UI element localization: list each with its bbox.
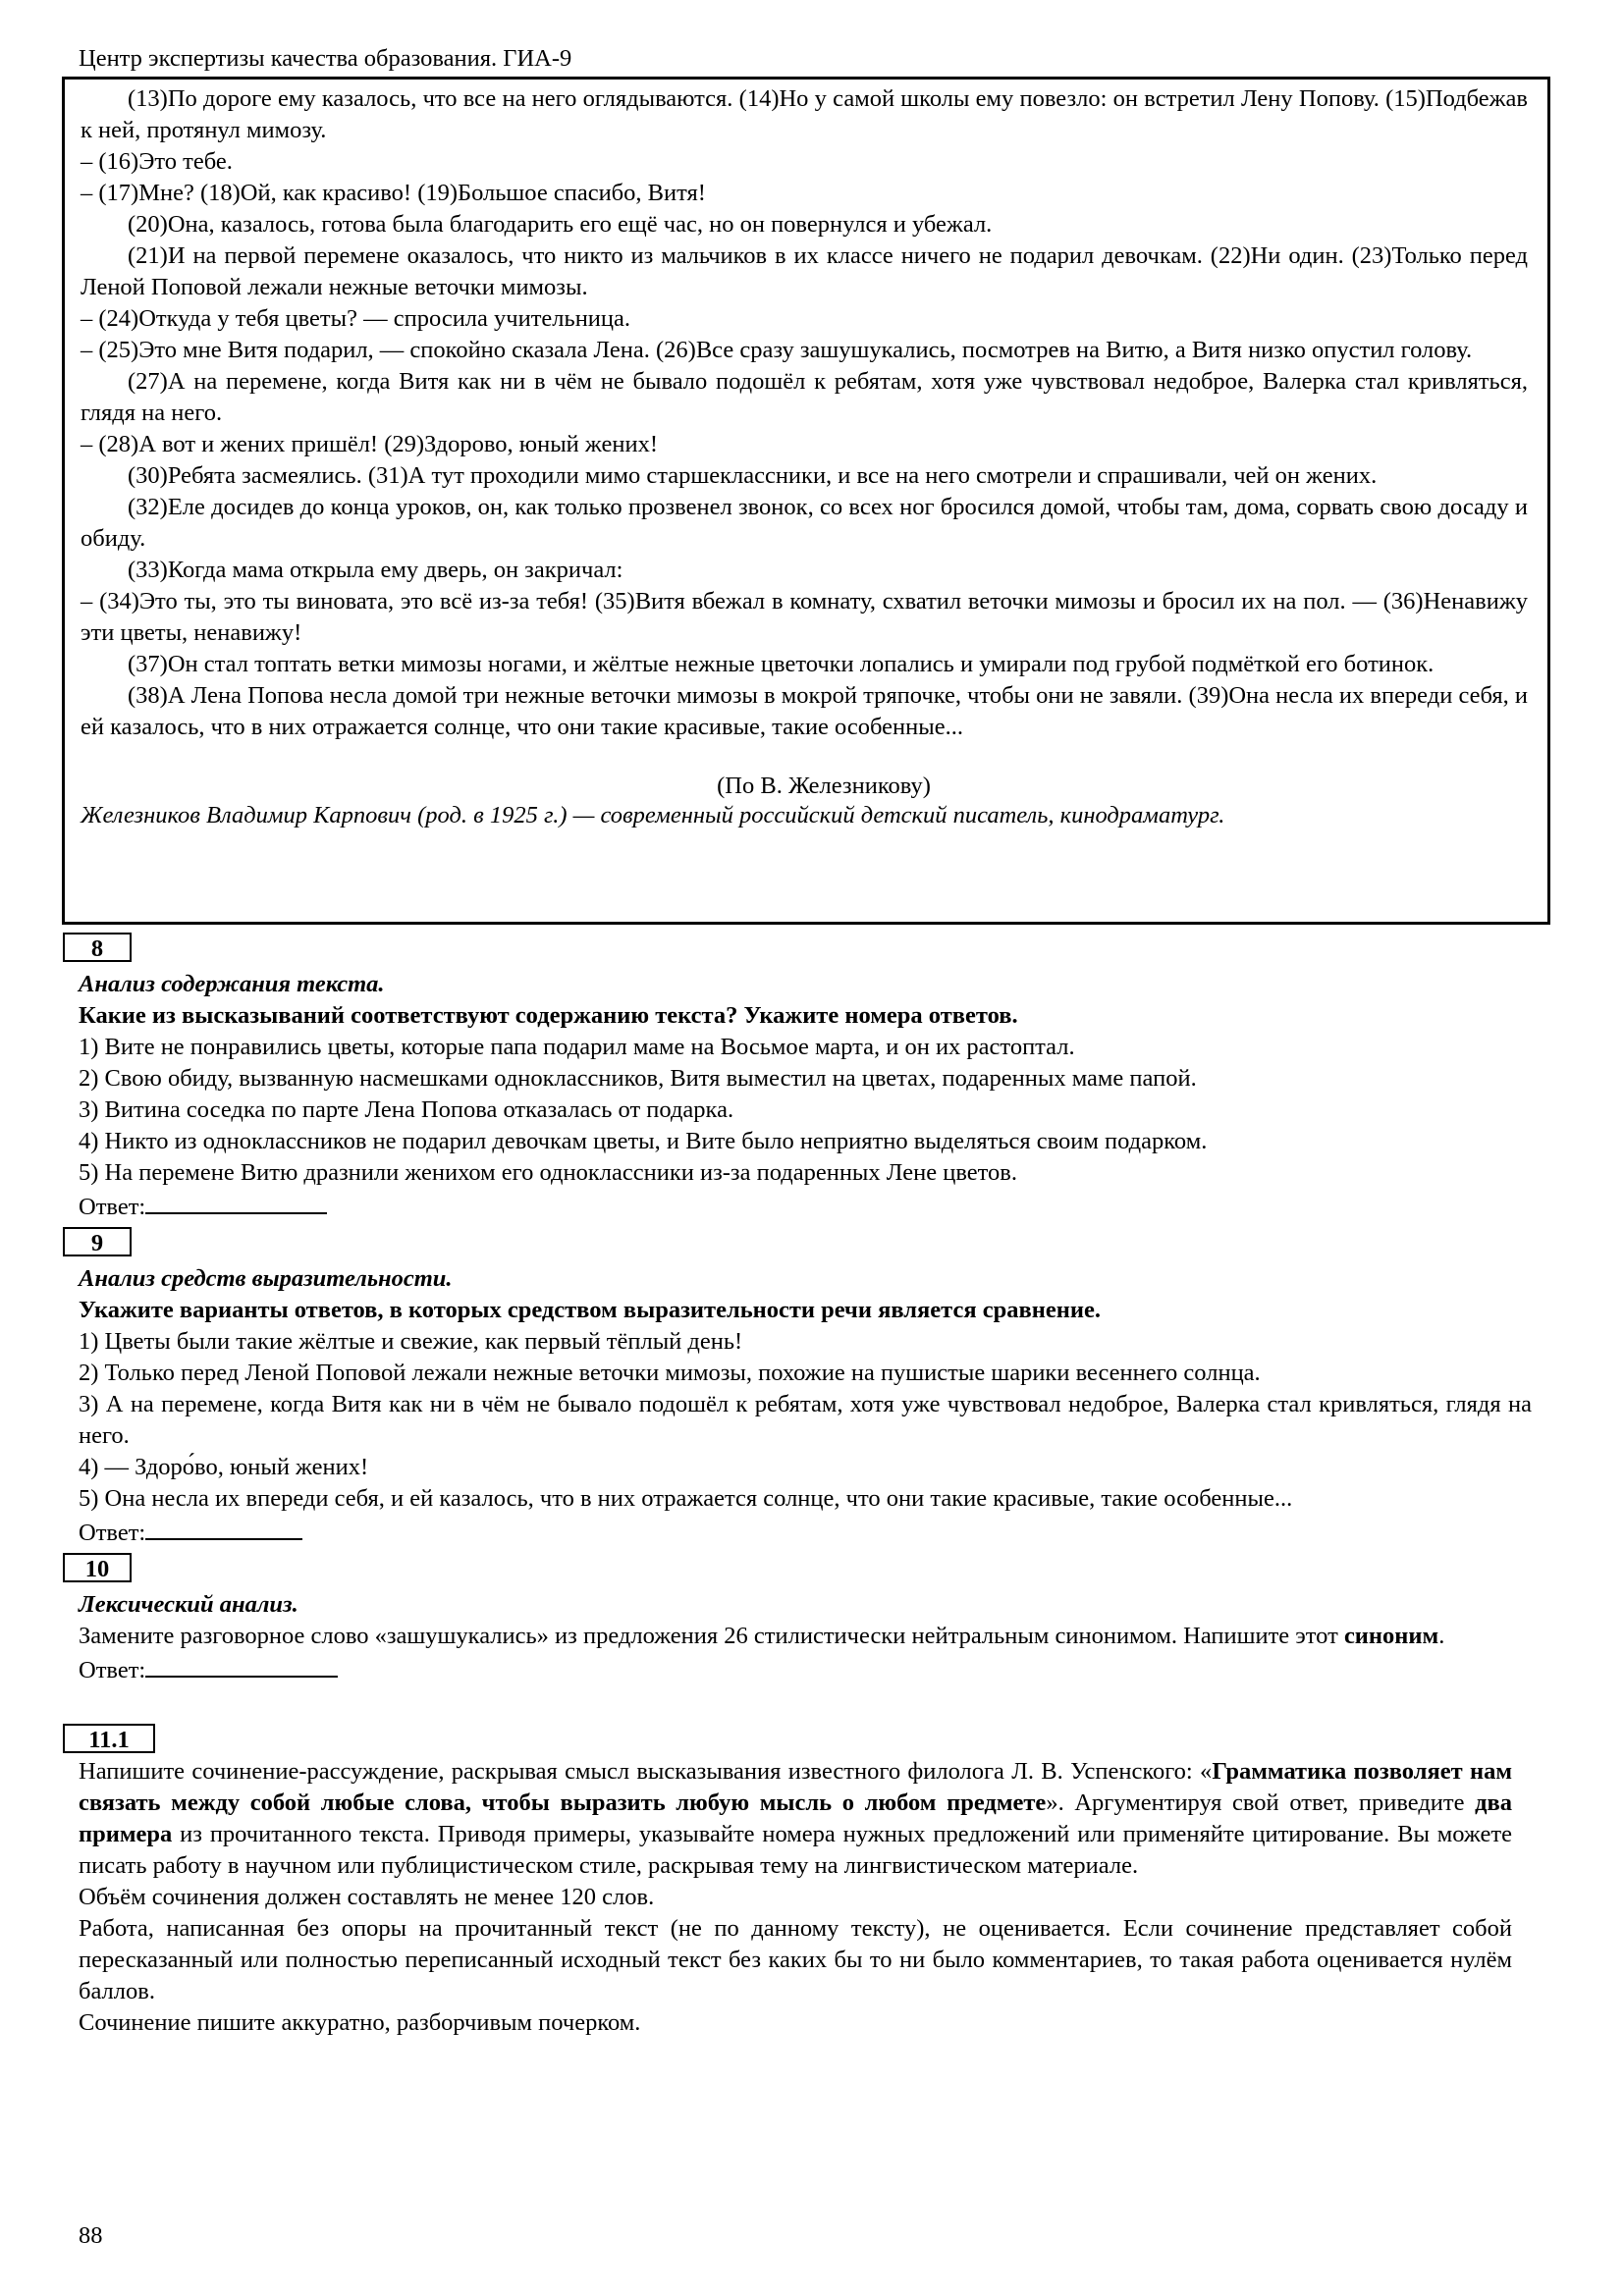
reading-text-box — [62, 77, 1550, 925]
answer-option: 2) Только перед Леной Поповой лежали нежные веточки мимозы, похожие на пушистые шарики весеннего солнца. — [79, 1360, 1261, 1386]
answer-row — [79, 1652, 1549, 1686]
task-question: Какие из высказываний соответствуют содержанию текста? Укажите номера ответов. — [79, 1002, 1018, 1029]
answer-label: Ответ: — [79, 1520, 146, 1546]
task-9 — [79, 1227, 1549, 1549]
document-header: Центр экспертизы качества образования. ГИА-9 — [79, 45, 572, 72]
text-source: (По В. Железникову) — [717, 773, 931, 799]
text-paragraph: – (16)Это тебе. — [81, 148, 233, 175]
text-paragraph: (27)А на перемене, когда Витя как ни в чём не бывало подошёл к ребятам, хотя уже чувствовал недоброе, Валерка стал кривляться, глядя на него. — [81, 368, 1528, 426]
answer-input-line[interactable] — [145, 1652, 338, 1678]
quote-uspensky: Грамматика позволяет нам связать между собой любые слова, чтобы выразить любую мысль о любом предмете — [79, 1758, 1513, 1816]
task-number-box: 10 — [63, 1553, 132, 1582]
answer-input-line[interactable] — [145, 1515, 302, 1540]
text-paragraph: (21)И на первой перемене оказалось, что никто из мальчиков в их классе ничего не подарил девочкам. (22)Ни один. (23)Только перед Леной Поповой лежали нежные веточки мимозы. — [81, 242, 1528, 300]
answer-option: 5) Она несла их впереди себя, и ей казалось, что в них отражается солнце, что они такие красивые, такие особенные... — [79, 1485, 1293, 1512]
text-paragraph: – (17)Мне? (18)Ой, как красиво! (19)Большое спасибо, Витя! — [81, 180, 706, 206]
essay-grading-note: Работа, написанная без опоры на прочитанный текст (не по данному тексту), не оценивается. Если сочинение представляет собой пересказанный или полностью переписанный исходный текст без каких бы то ни было комментариев, то такая работа оценивается нулём баллов. — [79, 1915, 1512, 2004]
task-title: Анализ содержания текста. — [79, 971, 385, 997]
answer-label: Ответ: — [79, 1194, 146, 1220]
text-paragraph: (32)Еле досидев до конца уроков, он, как только прозвенел звонок, со всех ног бросился домой, чтобы там, дома, сорвать свою досаду и обиду. — [81, 494, 1528, 552]
essay-instruction: Напишите сочинение-рассуждение, раскрывая смысл высказывания известного филолога Л. В. Успенского: «Грамматика позволяет нам связать между собой любые слова, чтобы выразить любую мысль о любом предмете». Аргументируя свой ответ, приведите два примера из прочитанного текста. Приводя примеры, указывайте номера нужных предложений или применяйте цитирование. Вы можете писать работу в научном или публицистическом стиле, раскрывая тему на лингвистическом материале. — [79, 1758, 1513, 1879]
answer-label: Ответ: — [79, 1657, 146, 1683]
author-bio: Железников Владимир Карпович (род. в 1925 г.) — современный российский детский писатель, кинодраматург. — [81, 802, 1225, 828]
text-paragraph: (30)Ребята засмеялись. (31)А тут проходили мимо старшеклассники, и все на него смотрели и спрашивали, чей он жених. — [128, 462, 1378, 489]
answer-row — [79, 1515, 1549, 1549]
text-paragraph: (37)Он стал топтать ветки мимозы ногами, и жёлтые нежные цветочки лопались и умирали под грубой подмёткой его ботинок. — [128, 651, 1435, 677]
answer-input-line[interactable] — [145, 1189, 327, 1214]
text-paragraph: (38)А Лена Попова несла домой три нежные веточки мимозы в мокрой тряпочке, чтобы они не завяли. (39)Она несла их впереди себя, и ей казалось, что в них отражается солнце, что они такие красивые, такие особенные... — [81, 682, 1528, 740]
page-number: 88 — [79, 2222, 103, 2249]
text-paragraph: (13)По дороге ему казалось, что все на него оглядываются. (14)Но у самой школы ему повезло: он встретил Лену Попову. (15)Подбежав к ней, протянул мимозу. — [81, 85, 1528, 143]
text-paragraph: – (24)Откуда у тебя цветы? — спросила учительница. — [81, 305, 631, 332]
essay-length-note: Объём сочинения должен составлять не менее 120 слов. — [79, 1884, 655, 1910]
task-title: Лексический анализ. — [79, 1591, 298, 1618]
text-paragraph: (20)Она, казалось, готова была благодарить его ещё час, но он повернулся и убежал. — [128, 211, 993, 238]
task-number-box: 11.1 — [63, 1724, 155, 1753]
answer-option: 5) На перемене Витю дразнили женихом его одноклассники из-за подаренных Лене цветов. — [79, 1159, 1017, 1186]
text-paragraph: – (28)А вот и жених пришёл! (29)Здорово, юный жених! — [81, 431, 659, 457]
answer-option: 1) Вите не понравились цветы, которые папа подарил маме на Восьмое марта, и он их растоптал. — [79, 1034, 1075, 1060]
emphasis-synonym: синоним — [1343, 1623, 1439, 1649]
text-paragraph: – (34)Это ты, это ты виновата, это всё из-за тебя! (35)Витя вбежал в комнату, схватил веточки мимозы и бросил их на пол. — (36)Ненавижу эти цветы, ненавижу! — [81, 588, 1528, 646]
task-title: Анализ средств выразительности. — [79, 1265, 453, 1292]
task-8 — [79, 933, 1549, 1223]
answer-option: 3) Витина соседка по парте Лена Попова отказалась от подарка. — [79, 1096, 734, 1123]
answer-option: 1) Цветы были такие жёлтые и свежие, как первый тёплый день! — [79, 1328, 743, 1355]
text-paragraph: – (25)Это мне Витя подарил, — спокойно сказала Лена. (26)Все сразу зашушукались, посмотрев на Витю, а Витя низко опустил голову. — [81, 337, 1473, 363]
answer-option: 4) Никто из одноклассников не подарил девочкам цветы, и Вите было неприятно выделяться своим подарком. — [79, 1128, 1208, 1154]
answer-option: 4) — Здоро́во, юный жених! — [79, 1454, 369, 1480]
answer-option: 3) А на перемене, когда Витя как ни в чём не бывало подошёл к ребятам, хотя уже чувствовал недоброе, Валерка стал кривляться, глядя на него. — [79, 1391, 1532, 1449]
task-number-box: 9 — [63, 1227, 132, 1256]
emphasis-two-examples: два примера — [79, 1789, 1513, 1847]
task-11-1 — [79, 1724, 1549, 2039]
task-question: Укажите варианты ответов, в которых средством выразительности речи является сравнение. — [79, 1297, 1101, 1323]
task-number-box: 8 — [63, 933, 132, 962]
essay-handwriting-note: Сочинение пишите аккуратно, разборчивым почерком. — [79, 2009, 641, 2036]
task-10 — [79, 1553, 1549, 1686]
text-paragraph: (33)Когда мама открыла ему дверь, он закричал: — [128, 557, 623, 583]
answer-option: 2) Свою обиду, вызванную насмешками одноклассников, Витя выместил на цветах, подаренных маме папой. — [79, 1065, 1197, 1092]
answer-row — [79, 1189, 1549, 1223]
task-instruction: Замените разговорное слово «зашушукались» из предложения 26 стилистически нейтральным синонимом. Напишите этот синоним. — [79, 1623, 1445, 1649]
